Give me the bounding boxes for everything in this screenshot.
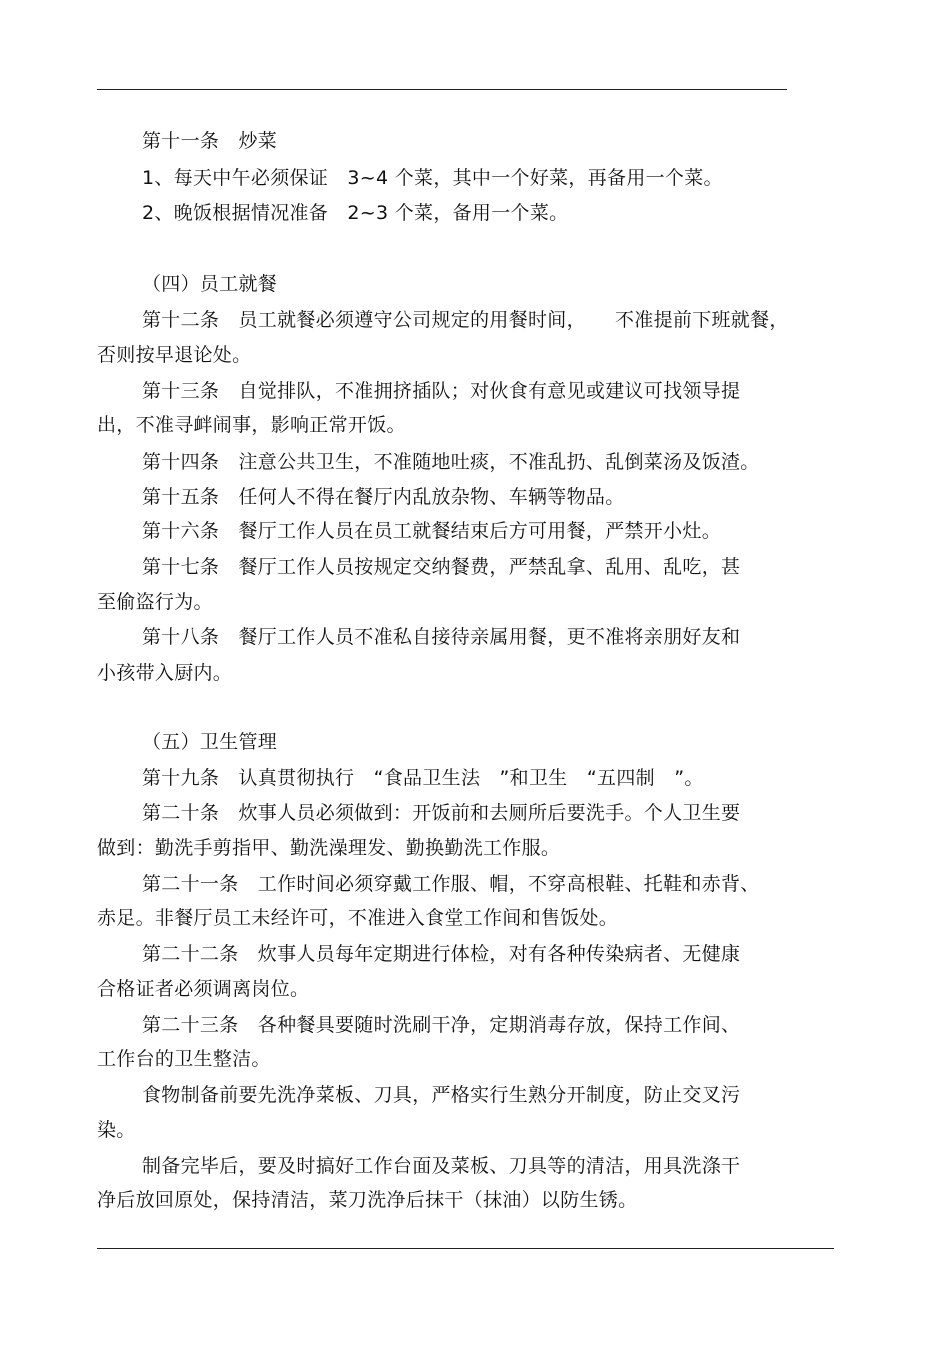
article-11-item-2: 2、晚饭根据情况准备 2~3 个菜，备用一个菜。 — [142, 202, 569, 224]
article-12-line-1: 第十二条 员工就餐必须遵守公司规定的用餐时间， 不准提前下班就餐， — [142, 309, 789, 331]
article-17-line-1: 第十七条 餐厅工作人员按规定交纳餐费，严禁乱拿、乱用、乱吃，甚 — [142, 556, 741, 578]
article-22-line-2: 合格证者必须调离岗位。 — [97, 978, 310, 1000]
article-23-line-2: 工作台的卫生整洁。 — [97, 1048, 271, 1070]
article-23-line-1: 第二十三条 各种餐具要随时洗刷干净，定期消毒存放，保持工作间、 — [142, 1014, 741, 1036]
article-18-line-1: 第十八条 餐厅工作人员不准私自接待亲属用餐，更不准将亲朋好友和 — [142, 626, 741, 648]
section-4-heading: （四）员工就餐 — [142, 273, 278, 295]
paragraph-clean-line-2: 净后放回原处，保持清洁，菜刀洗净后抹干（抹油）以防生锈。 — [97, 1189, 638, 1211]
section-5-heading: （五）卫生管理 — [142, 731, 278, 753]
article-19: 第十九条 认真贯彻执行 “食品卫生法 ”和卫生 “五四制 ”。 — [142, 767, 704, 789]
article-12-line-2: 否则按早退论处。 — [97, 344, 252, 366]
article-18-line-2: 小孩带入厨内。 — [97, 662, 233, 684]
header-rule — [97, 89, 787, 90]
article-21-line-2: 赤足。非餐厅员工未经许可，不准进入食堂工作间和售饭处。 — [97, 907, 619, 929]
article-20-line-1: 第二十条 炊事人员必须做到：开饭前和去厕所后要洗手。个人卫生要 — [142, 802, 741, 824]
paragraph-prep-line-1: 食物制备前要先洗净菜板、刀具，严格实行生熟分开制度，防止交叉污 — [142, 1084, 741, 1106]
paragraph-clean-line-1: 制备完毕后，要及时搞好工作台面及菜板、刀具等的清洁，用具洗涤干 — [142, 1155, 741, 1177]
article-13-line-2: 出，不准寻衅闹事，影响正常开饭。 — [97, 414, 406, 436]
article-11-heading: 第十一条 炒菜 — [142, 130, 278, 152]
article-14: 第十四条 注意公共卫生，不准随地吐痰，不准乱扔、乱倒菜汤及饭渣。 — [142, 451, 760, 473]
article-11-item-1: 1、每天中午必须保证 3~4 个菜，其中一个好菜，再备用一个菜。 — [142, 167, 723, 189]
article-20-line-2: 做到：勤洗手剪指甲、勤洗澡理发、勤换勤洗工作服。 — [97, 837, 561, 859]
article-16: 第十六条 餐厅工作人员在员工就餐结束后方可用餐，严禁开小灶。 — [142, 520, 722, 542]
article-21-line-1: 第二十一条 工作时间必须穿戴工作服、帽，不穿高根鞋、托鞋和赤背、 — [142, 873, 760, 895]
article-15: 第十五条 任何人不得在餐厅内乱放杂物、车辆等物品。 — [142, 486, 625, 508]
article-13-line-1: 第十三条 自觉排队，不准拥挤插队；对伙食有意见或建议可找领导提 — [142, 380, 741, 402]
article-22-line-1: 第二十二条 炊事人员每年定期进行体检，对有各种传染病者、无健康 — [142, 943, 741, 965]
footer-rule — [97, 1248, 834, 1249]
article-17-line-2: 至偷盗行为。 — [97, 591, 213, 613]
paragraph-prep-line-2: 染。 — [97, 1119, 136, 1141]
